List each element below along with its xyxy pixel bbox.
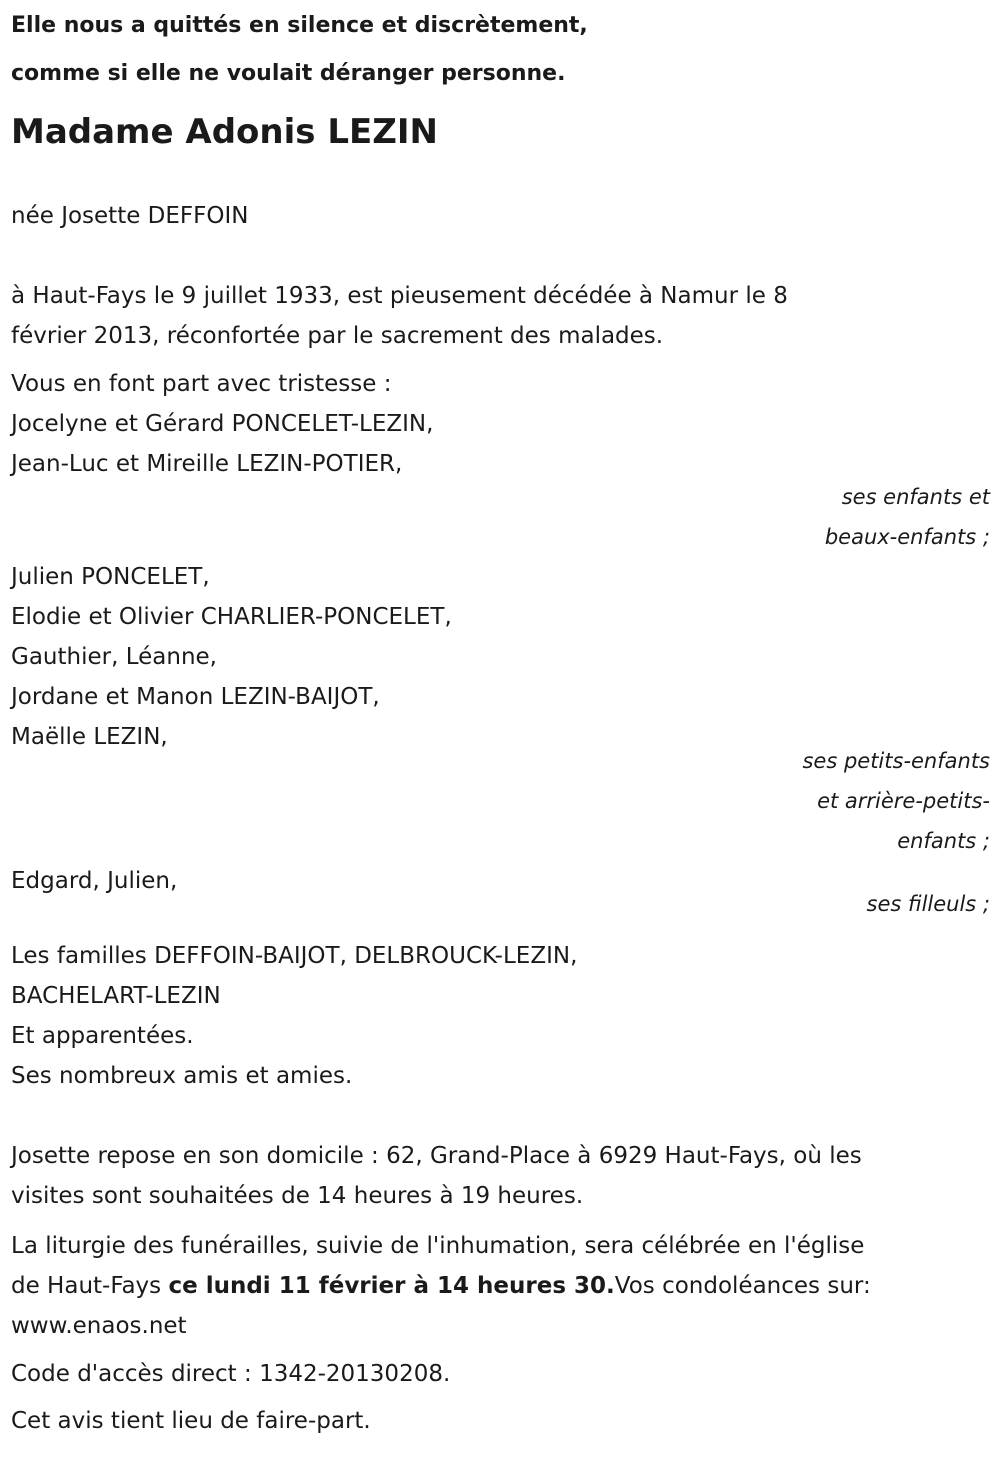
- children-line-2: Jean-Luc et Mireille LEZIN-POTIER,: [11, 451, 403, 477]
- rest-paragraph: [11, 1136, 990, 1216]
- funeral-date-time: ce lundi 11 février à 14 heures 30.: [168, 1273, 615, 1299]
- birth-death-line-2: février 2013, réconfortée par le sacrement des malades.: [11, 323, 664, 349]
- closing-line: Cet avis tient lieu de faire-part.: [11, 1408, 371, 1434]
- families-line-3: Et apparentées.: [11, 1023, 194, 1049]
- announce-line: Vous en font part avec tristesse :: [11, 371, 392, 397]
- liturgy-line-1: La liturgie des funérailles, suivie de l'inhumation, sera célébrée en l'église: [11, 1233, 865, 1259]
- children-role-line-1: ses enfants et: [841, 485, 990, 509]
- children-role-line-2: beaux-enfants ;: [824, 525, 990, 549]
- intro-line-2: comme si elle ne voulait déranger personne.: [11, 61, 566, 86]
- deceased-name: Madame Adonis LEZIN: [11, 112, 438, 152]
- godchildren-line-1: Edgard, Julien,: [11, 868, 178, 894]
- liturgy-line-2-start: de Haut-Fays: [11, 1273, 169, 1299]
- godchildren-role-line-1: ses filleuls ;: [866, 892, 990, 916]
- grandchildren-line-3: Gauthier, Léanne,: [11, 644, 217, 670]
- grandchildren-role-line-1: ses petits-enfants: [802, 749, 990, 773]
- intro-quote: [11, 2, 990, 98]
- liturgy-paragraph: [11, 1226, 990, 1346]
- obituary-notice: [0, 2, 1000, 1467]
- liturgy-line-2: [11, 1266, 990, 1306]
- announce-paragraph: [11, 364, 990, 484]
- grandchildren-list: [11, 557, 990, 757]
- access-code: Code d'accès direct : 1342-20130208.: [11, 1361, 451, 1387]
- grandchildren-role-line-3: enfants ;: [897, 829, 990, 853]
- grandchildren-role-line-2: et arrière-petits-: [817, 789, 990, 813]
- grandchildren-line-4: Jordane et Manon LEZIN-BAIJOT,: [11, 684, 380, 710]
- grandchildren-line-1: Julien PONCELET,: [11, 564, 210, 590]
- birth-death-paragraph: [11, 276, 990, 356]
- children-role: [11, 477, 990, 557]
- families-line-1: Les familles DEFFOIN-BAIJOT, DELBROUCK-LEZIN,: [11, 943, 578, 969]
- rest-line-2: visites sont souhaitées de 14 heures à 19 heures.: [11, 1183, 584, 1209]
- condolences-website: www.enaos.net: [11, 1313, 187, 1339]
- children-line-1: Jocelyne et Gérard PONCELET-LEZIN,: [11, 411, 434, 437]
- grandchildren-line-2: Elodie et Olivier CHARLIER-PONCELET,: [11, 604, 452, 630]
- intro-line-1: Elle nous a quittés en silence et discrètement,: [11, 13, 588, 38]
- families-line-2: BACHELART-LEZIN: [11, 983, 221, 1009]
- liturgy-line-2-end: Vos condoléances sur:: [614, 1273, 871, 1299]
- rest-line-1: Josette repose en son domicile : 62, Grand-Place à 6929 Haut-Fays, où les: [11, 1143, 862, 1169]
- grandchildren-line-5: Maëlle LEZIN,: [11, 724, 168, 750]
- born-name: née Josette DEFFOIN: [11, 203, 249, 229]
- families-list: [11, 936, 990, 1096]
- birth-death-line-1: à Haut-Fays le 9 juillet 1933, est pieusement décédée à Namur le 8: [11, 283, 788, 309]
- families-line-4: Ses nombreux amis et amies.: [11, 1063, 353, 1089]
- grandchildren-role: [11, 741, 990, 861]
